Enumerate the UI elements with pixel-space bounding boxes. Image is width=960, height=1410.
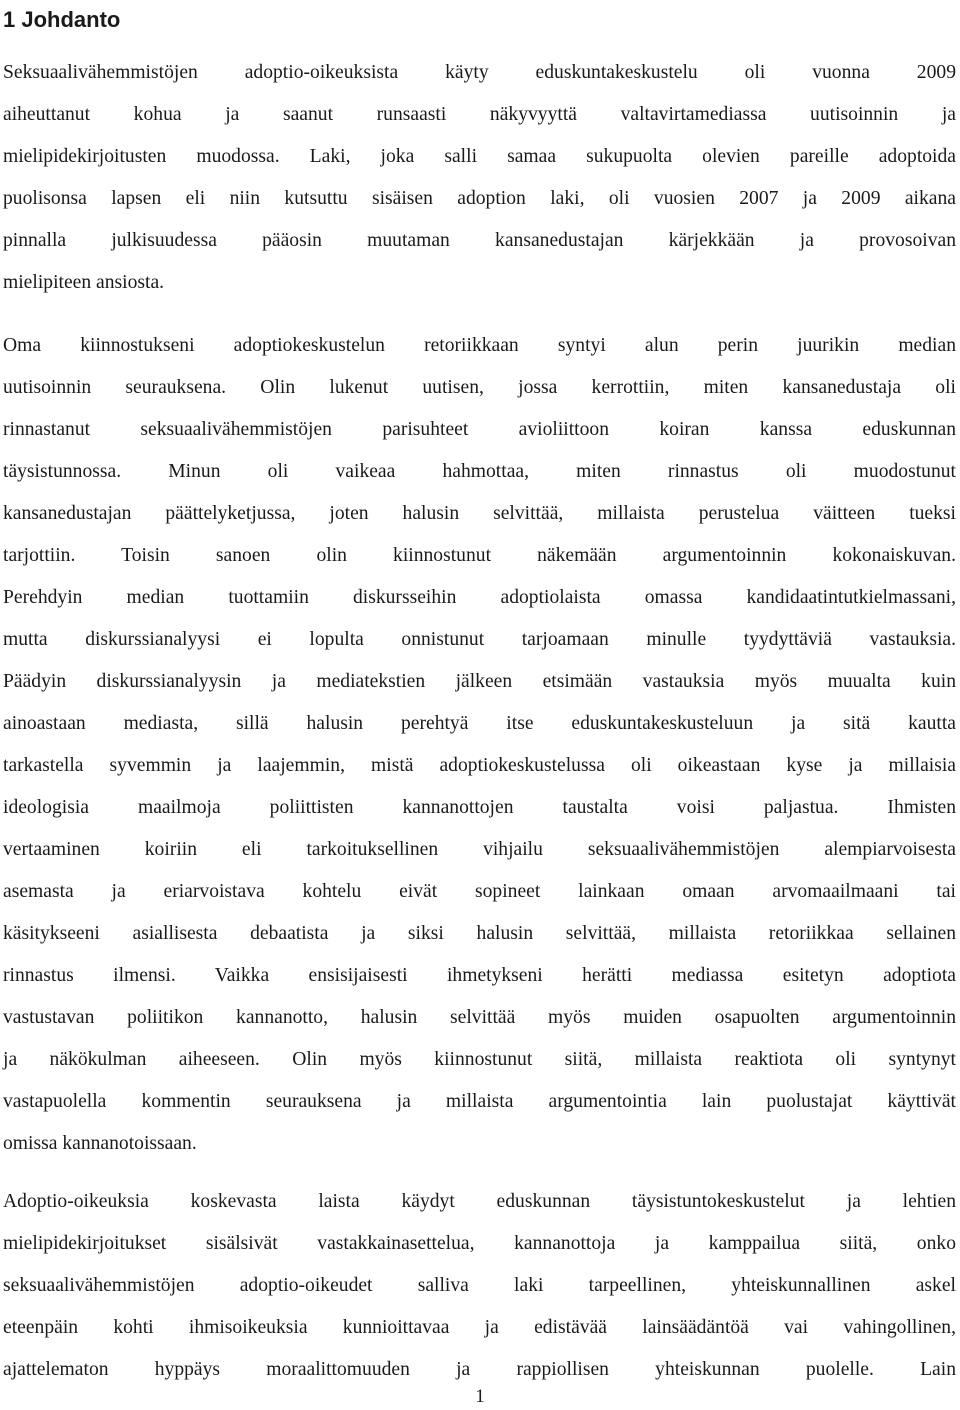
paragraph-3 [3,1181,956,1391]
page-number: 1 [475,1386,485,1407]
chapter-heading: 1 Johdanto [3,7,121,32]
text-line: vastapuolella kommentin seurauksena ja millaista argumentointia lain puolustajat käyttivät [3,1091,956,1112]
text-line: Oma kiinnostukseni adoptiokeskustelun retoriikkaan syntyi alun perin juurikin median [3,335,956,356]
text-line: mielipidekirjoitukset sisälsivät vastakkainasettelua, kannanottoja ja kamppailua siitä, onko [3,1233,956,1254]
text-line: täysistunnossa. Minun oli vaikeaa hahmottaa, miten rinnastus oli muodostunut [3,461,956,482]
text-line: ja näkökulman aiheeseen. Olin myös kiinnostunut siitä, millaista reaktiota oli syntynyt [3,1049,956,1070]
text-line: Adoptio-oikeuksia koskevasta laista käydyt eduskunnan täysistuntokeskustelut ja lehtien [3,1191,956,1212]
text-line: rinnastanut seksuaalivähemmistöjen parisuhteet avioliittoon koiran kanssa eduskunnan [3,419,956,440]
text-line: omissa kannanotoissaan. [3,1133,197,1154]
text-line: puolisonsa lapsen eli niin kutsuttu sisäisen adoption laki, oli vuosien 2007 ja 2009 aikana [3,188,956,209]
text-line: ideologisia maailmoja poliittisten kannanottojen taustalta voisi paljastua. Ihmisten [3,797,956,818]
text-line: mielipidekirjoitusten muodossa. Laki, joka salli samaa sukupuolta olevien pareille adoptoida [3,146,956,167]
text-line: Perehdyin median tuottamiin diskursseihin adoptiolaista omassa kandidaatintutkielmassani, [3,587,956,608]
document-page [3,0,956,1380]
text-line: seksuaalivähemmistöjen adoptio-oikeudet salliva laki tarpeellinen, yhteiskunnallinen askel [3,1275,956,1296]
text-line: ajattelematon hyppäys moraalittomuuden ja rappiollisen yhteiskunnan puolelle. Lain [3,1359,956,1380]
text-line: vertaaminen koiriin eli tarkoituksellinen vihjailu seksuaalivähemmistöjen alempiarvoisesta [3,839,956,860]
text-line: uutisoinnin seurauksena. Olin lukenut uutisen, jossa kerrottiin, miten kansanedustaja oli [3,377,956,398]
text-line: asemasta ja eriarvoistava kohtelu eivät sopineet lainkaan omaan arvomaailmaani tai [3,881,956,902]
paragraph-2 [3,325,956,1165]
text-line: käsitykseeni asiallisesta debaatista ja siksi halusin selvittää, millaista retoriikkaa sellainen [3,923,956,944]
text-line: eteenpäin kohti ihmisoikeuksia kunnioittavaa ja edistävää lainsäädäntöä vai vahingollinen, [3,1317,956,1338]
text-line: pinnalla julkisuudessa pääosin muutaman kansanedustajan kärjekkään ja provosoivan [3,230,956,251]
text-line: tarjottiin. Toisin sanoen olin kiinnostunut näkemään argumentoinnin kokonaiskuvan. [3,545,956,566]
text-line: ainoastaan mediasta, sillä halusin perehtyä itse eduskuntakeskusteluun ja sitä kautta [3,713,956,734]
text-line: Päädyin diskurssianalyysin ja mediatekstien jälkeen etsimään vastauksia myös muualta kuin [3,671,956,692]
text-line: tarkastella syvemmin ja laajemmin, mistä adoptiokeskustelussa oli oikeastaan kyse ja millaisia [3,755,956,776]
text-line: kansanedustajan päättelyketjussa, joten halusin selvittää, millaista perustelua väitteen tueksi [3,503,956,524]
text-line: rinnastus ilmensi. Vaikka ensisijaisesti ihmetykseni herätti mediassa esitetyn adoptiota [3,965,956,986]
text-line: mutta diskurssianalyysi ei lopulta onnistunut tarjoamaan minulle tyydyttäviä vastauksia. [3,629,956,650]
text-line: aiheuttanut kohua ja saanut runsaasti näkyvyyttä valtavirtamediassa uutisoinnin ja [3,104,956,125]
text-line: mielipiteen ansiosta. [3,272,165,293]
text-line: Seksuaalivähemmistöjen adoptio-oikeuksista käyty eduskuntakeskustelu oli vuonna 2009 [3,62,956,83]
text-line: vastustavan poliitikon kannanotto, halusin selvittää myös muiden osapuolten argumentoinnin [3,1007,956,1028]
paragraph-1 [3,52,956,304]
